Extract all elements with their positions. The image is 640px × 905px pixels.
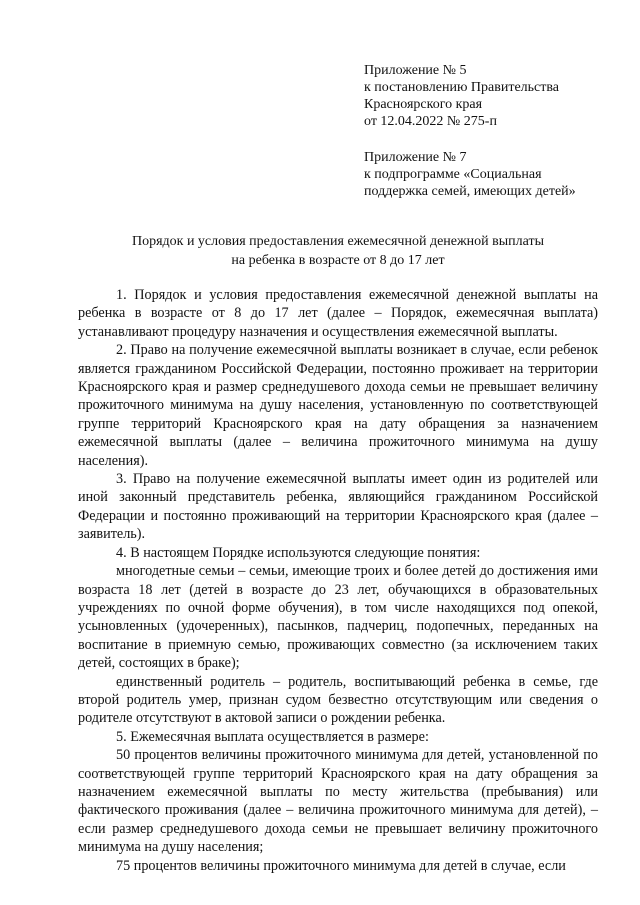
paragraph-1: 1. Порядок и условия предоставления ежемесячной денежной выплаты на ребенка в возрасте от 8 до 17 лет (далее – Порядок, ежемесячная выплата) устанавливают процедуру назначения и осуществления ежемесячной выплаты. (78, 287, 598, 340)
appendix-sub-line-2: к подпрограмме «Социальная (364, 167, 542, 182)
paragraph-amount-50-percent: 50 процентов величины прожиточного минимума для детей, установленной по соответствующей группе территорий Красноярского края на дату обращения за назначением ежемесячной выплаты по месту жительства (пребывания) или фактического проживания (далее – величина прожиточного минимума для детей), – если размер среднедушевого дохода семьи не превышает величину прожиточного минимума на душу населения; (78, 747, 598, 856)
appendix-header-sub (364, 149, 614, 200)
document-title-line-1: Порядок и условия предоставления ежемесячной денежной выплаты (131, 234, 545, 249)
appendix-header-main (364, 62, 614, 130)
appendix-main-line-3: Красноярского края (364, 97, 483, 112)
appendix-sub-line-3: поддержка семей, имеющих детей» (364, 184, 576, 199)
paragraph-amount-75-percent: 75 процентов величины прожиточного минимума для детей в случае, если (116, 857, 566, 874)
document-title (78, 232, 598, 270)
appendix-sub-line-1: Приложение № 7 (364, 150, 467, 165)
paragraph-definition-single-parent: единственный родитель – родитель, воспитывающий ребенка в семье, где второй родитель умер, признан судом безвестно отсутствующим или сведения о родителе отсутствуют в актовой записи о рождении ребенка. (78, 673, 598, 727)
paragraph-definition-large-families: многодетные семьи – семьи, имеющие троих и более детей до достижения ими возраста 18 лет (детей в возрасте до 23 лет, обучающихся в образовательных учреждениях по очной форме обучения), в том числе находящихся под опекой, усыновленных (удочеренных), пасынков, падчериц, подопечных, переданных на воспитание в приемную семью, проживающих совместно (за исключением таких детей, состоящих в браке); (78, 563, 598, 672)
appendix-main-line-4: от 12.04.2022 № 275-п (364, 114, 497, 129)
appendix-main-line-1: Приложение № 5 (364, 63, 467, 78)
paragraph-5: 5. Ежемесячная выплата осуществляется в размере: (116, 728, 429, 745)
paragraph-2: 2. Право на получение ежемесячной выплаты возникает в случае, если ребенок является гражданином Российской Федерации, постоянно проживает на территории Красноярского края и размер среднедушевого дохода семьи не превышает величину прожиточного минимума на душу населения, установленную по соответствующей группе территорий Красноярского края на дату обращения за назначением ежемесячной выплаты (далее – величина прожиточного минимума на душу населения). (78, 342, 598, 469)
document-title-line-2: на ребенка в возрасте от 8 до 17 лет (231, 253, 445, 268)
appendix-main-line-2: к постановлению Правительства (364, 80, 560, 95)
paragraph-3: 3. Право на получение ежемесячной выплаты имеет один из родителей или иной законный представитель ребенка, являющийся гражданином Российской Федерации и постоянно проживающий на территории Красноярского края (далее – заявитель). (78, 471, 598, 543)
paragraph-4: 4. В настоящем Порядке используются следующие понятия: (116, 544, 481, 561)
document-body (78, 286, 598, 875)
